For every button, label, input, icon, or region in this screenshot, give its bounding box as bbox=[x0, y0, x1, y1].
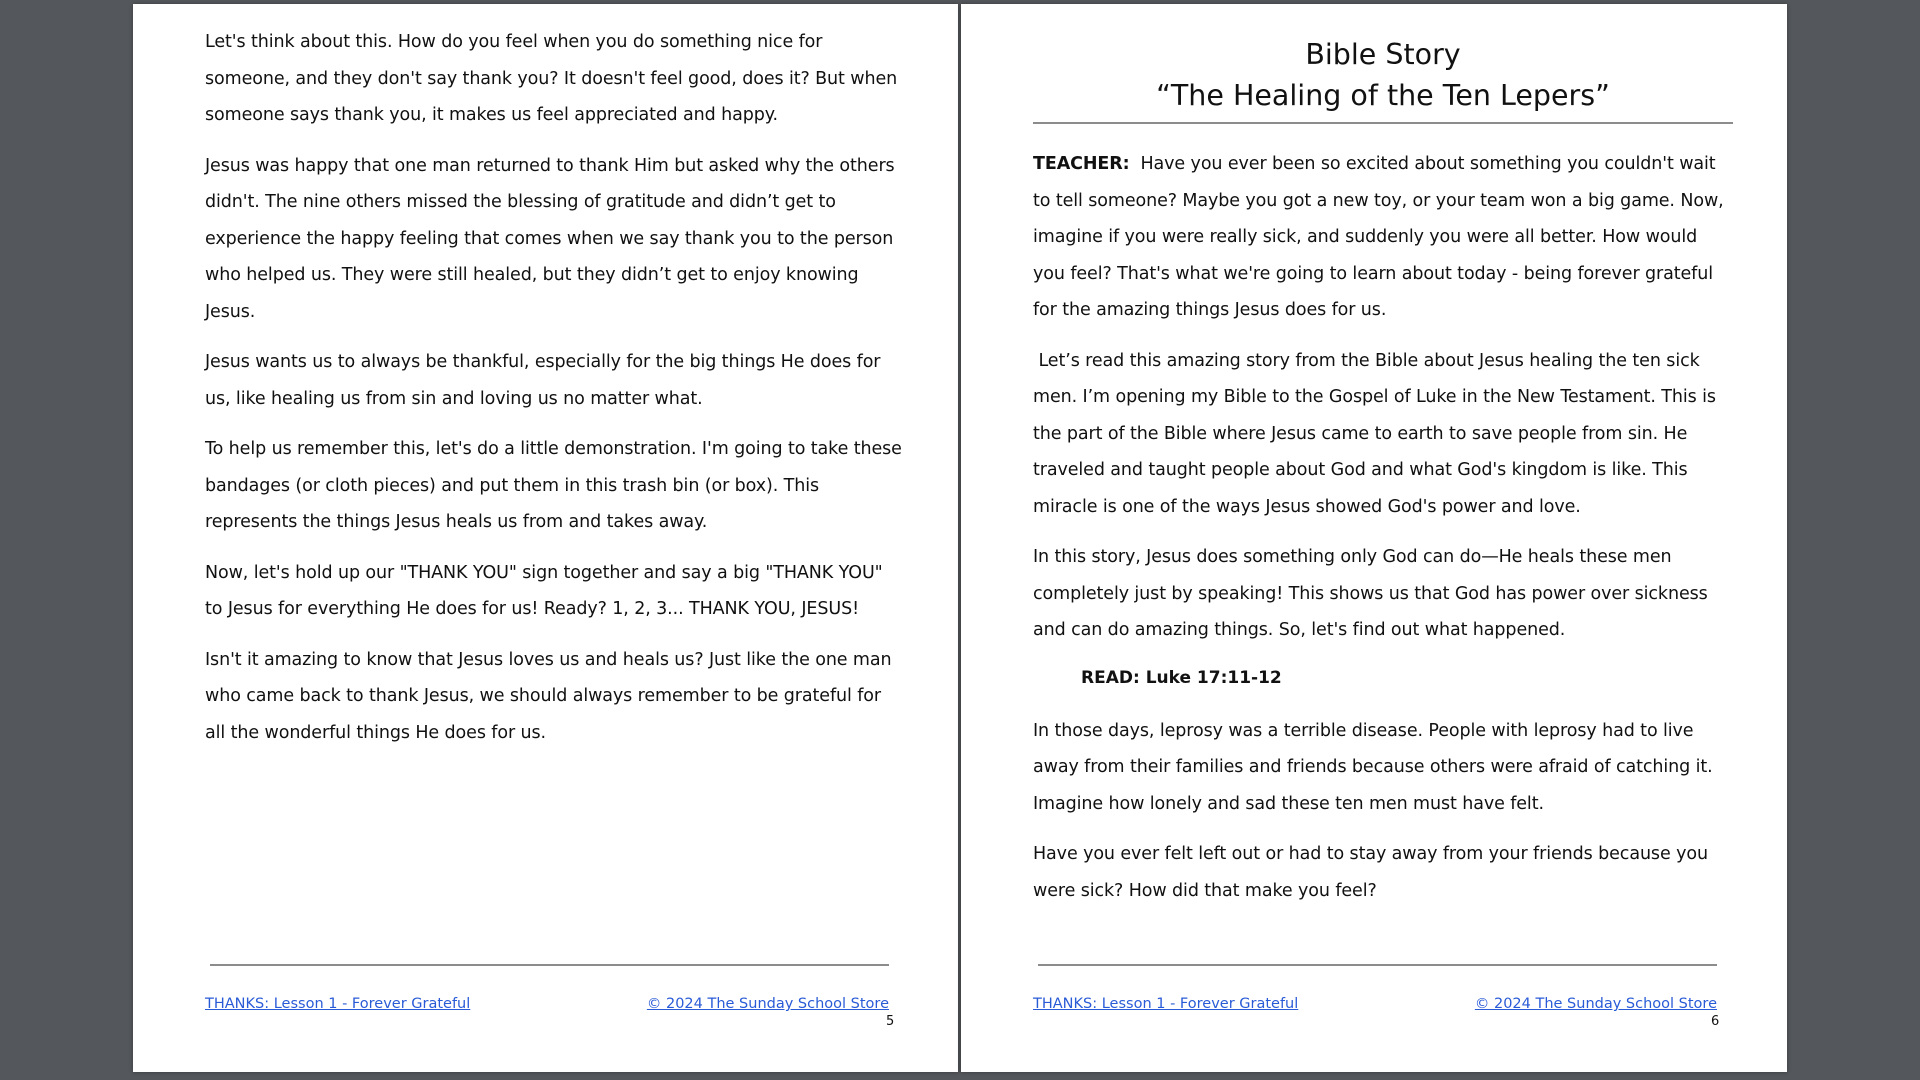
paragraph: Jesus wants us to always be thankful, especially for the big things He does for us, like healing us from sin and loving us no matter what. bbox=[205, 352, 881, 409]
page-number: 6 bbox=[1711, 1014, 1720, 1029]
footer-copyright-link[interactable]: © 2024 The Sunday School Store bbox=[1474, 996, 1717, 1012]
footer-copyright-link[interactable]: © 2024 The Sunday School Store bbox=[646, 996, 889, 1012]
footer-divider bbox=[210, 964, 889, 966]
paragraph: Jesus was happy that one man returned to thank Him but asked why the others didn't. The nine others missed the blessing of gratitude and didn’t get to experience the happy feeling that comes when we say thank you to the person who helped us. They were still healed, but they didn’t get to enjoy knowing Jesus. bbox=[205, 155, 895, 322]
teacher-text: Have you ever been so excited about something you couldn't wait to tell someone? Maybe you got a new toy, or your team won a big game. Now, imagine if you were really sick, and suddenly you were all better. How would you feel? That's what we're going to learn about today - being forever grateful for the amazing things Jesus does for us. bbox=[1033, 154, 1730, 320]
paragraph: Let’s read this amazing story from the Bible about Jesus healing the ten sick men. I’m opening my Bible to the Gospel of Luke in the New Testament. This is the part of the Bible where Jesus came to earth to save people from sin. He traveled and taught people about God and what God's kingdom is like. This miracle is one of the ways Jesus showed God's power and love. bbox=[1033, 350, 1722, 517]
title-divider bbox=[1033, 122, 1733, 124]
footer-divider bbox=[1038, 964, 1717, 966]
page-number: 5 bbox=[886, 1014, 895, 1029]
paragraph: To help us remember this, let's do a little demonstration. I'm going to take these bandages (or cloth pieces) and put them in this trash bin (or box). This represents the things Jesus heals us from and takes away. bbox=[205, 439, 902, 532]
footer-lesson-link[interactable]: THANKS: Lesson 1 - Forever Grateful bbox=[1033, 996, 1299, 1012]
story-title bbox=[1033, 34, 1733, 116]
paragraph: Let's think about this. How do you feel when you do something nice for someone, and they don't say thank you? It doesn't feel good, does it? But when someone says thank you, it makes us feel appreciated and happy. bbox=[205, 32, 898, 125]
page-5-content bbox=[205, 24, 905, 765]
paragraph: Isn't it amazing to know that Jesus loves us and heals us? Just like the one man who came back to thank Jesus, we should always remember to be grateful for all the wonderful things He does for us. bbox=[205, 649, 892, 743]
page-6 bbox=[961, 4, 1787, 1072]
read-scripture-label: READ: Luke 17:11-12 bbox=[1081, 667, 1282, 688]
page-6-content bbox=[1033, 24, 1733, 923]
paragraph: Now, let's hold up our "THANK YOU" sign together and say a big "THANK YOU" to Jesus for everything He does for us! Ready? 1, 2, 3... THANK YOU, JESUS! bbox=[205, 562, 883, 619]
paragraph: In those days, leprosy was a terrible disease. People with leprosy had to live away from their families and friends because others were afraid of catching it. Imagine how lonely and sad these ten men must have felt. bbox=[1033, 720, 1713, 814]
paragraph: Have you ever felt left out or had to stay away from your friends because you were sick? How did that make you feel? bbox=[1033, 844, 1708, 901]
title-line-1: Bible Story bbox=[1305, 38, 1461, 71]
title-line-2: “The Healing of the Ten Lepers” bbox=[1156, 79, 1610, 112]
teacher-paragraph bbox=[1033, 146, 1733, 329]
page-5 bbox=[133, 4, 958, 1072]
paragraph: In this story, Jesus does something only God can do—He heals these men completely just by speaking! This shows us that God has power over sickness and can do amazing things. So, let's find out what happened. bbox=[1033, 547, 1708, 640]
teacher-label: TEACHER: bbox=[1033, 154, 1130, 174]
footer-lesson-link[interactable]: THANKS: Lesson 1 - Forever Grateful bbox=[205, 996, 471, 1012]
